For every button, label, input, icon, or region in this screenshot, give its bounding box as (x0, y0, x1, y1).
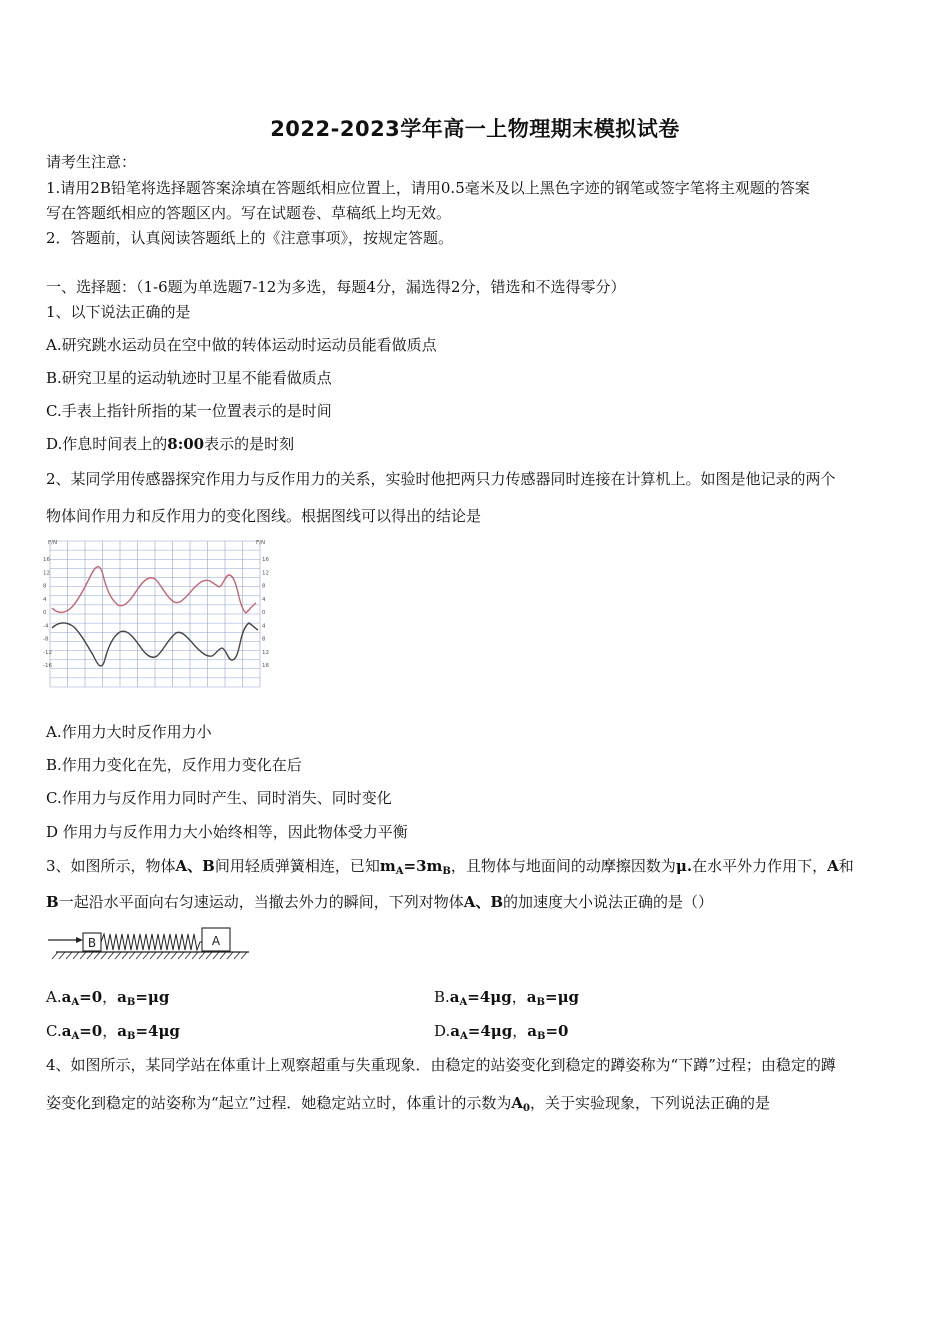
right-tick-label: 16 (262, 557, 269, 563)
ground-hatch (115, 952, 121, 959)
ground-hatch (171, 952, 177, 959)
q1-option-b: B.研究卫星的运动轨迹时卫星不能看做质点 (46, 369, 332, 387)
right-tick-label: 8 (262, 583, 266, 590)
ground-hatch (122, 952, 128, 959)
q2-stem-line2: 物体间作用力和反作用力的变化图线。根据图线可以得出的结论是 (46, 507, 482, 525)
right-tick-label: 8 (262, 636, 266, 643)
left-tick-label: 12 (43, 570, 50, 577)
q3-stem-line2: B一起沿水平面向右匀速运动，当撤去外力的瞬间，下列对物体A、B的加速度大小说法正确的是（） (46, 893, 714, 911)
q1-option-d (46, 434, 294, 454)
q3-option-c: $C.a_A=0$，$a_B=4\mu g$ (46, 1022, 180, 1042)
left-tick-label: 4 (43, 596, 47, 603)
ground-hatch (73, 952, 79, 959)
ground-hatch (52, 952, 58, 959)
q2-option-d: D 作用力与反作用力大小始终相等，因此物体受力平衡 (46, 823, 408, 841)
right-tick-label: 0 (262, 610, 266, 616)
ground-hatch (185, 952, 191, 959)
ground-hatch (101, 952, 107, 959)
q2-option-c: C.作用力与反作用力同时产生、同时消失、同时变化 (46, 789, 392, 807)
left-tick-label: 0 (43, 610, 47, 616)
ground-hatch (227, 952, 233, 959)
ground-hatch (108, 952, 114, 959)
notice-heading: 请考生注意： (46, 153, 137, 171)
q3-option-d: $D.a_A=4\mu g$，$a_B=0$ (434, 1022, 569, 1042)
right-tick-label: 16 (262, 663, 269, 669)
q1-option-a: A.研究跳水运动员在空中做的转体运动时运动员能看做质点 (46, 336, 437, 354)
q3-spring (101, 934, 202, 950)
right-tick-label: 4 (262, 596, 266, 603)
ground-hatch (220, 952, 226, 959)
ground-hatch (143, 952, 149, 959)
q3-spring-diagram (44, 925, 254, 965)
ground-hatch (164, 952, 170, 959)
notice-item-2: 2．答题前，认真阅读答题纸上的《注意事项》，按规定答题。 (46, 229, 454, 247)
ground-hatch (66, 952, 72, 959)
q3-option-b: $B.a_A=4\mu g$，$a_B=\mu g$ (434, 988, 580, 1008)
ground-hatch (206, 952, 212, 959)
q1-option-d-suffix: 表示的是时刻 (204, 435, 295, 453)
q2-option-a: A.作用力大时反作用力小 (46, 723, 212, 741)
ground-hatch (87, 952, 93, 959)
left-tick-label: 16 (43, 557, 50, 563)
ground-hatch (150, 952, 156, 959)
ground-hatch (234, 952, 240, 959)
left-tick-label: 8 (43, 583, 47, 590)
q2-force-graph (42, 535, 277, 695)
q2-stem-line1: 2、某同学用传感器探究作用力与反作用力的关系，实验时他把两只力传感器同时连接在计算机上。如图是他记录的两个 (46, 470, 836, 488)
ground-hatch (136, 952, 142, 959)
section-heading: 一、选择题：（1-6题为单选题7-12为多选，每题4分，漏选得2分，错选和不选得零分） (46, 278, 626, 296)
q2-left-axis-label: F/N (48, 540, 58, 546)
q1-option-d-time: 8:00 (167, 435, 205, 453)
q4-stem-line2: 姿变化到稳定的站姿称为“起立”过程．她稳定站立时，体重计的示数为$A_0$，关于实验现象，下列说法正确的是 (46, 1094, 770, 1114)
q3-option-a: $A.a_A=0$，$a_B=\mu g$ (46, 988, 170, 1008)
ground-hatch (192, 952, 198, 959)
ground-hatch (199, 952, 205, 959)
ground-hatch (94, 952, 100, 959)
left-tick-label: -8 (43, 636, 49, 643)
ground-hatch (59, 952, 65, 959)
q1-option-d-prefix: D.作息时间表上的 (46, 435, 168, 453)
notice-item-1-cont: 写在答题纸相应的答题区内。写在试题卷、草稿纸上均无效。 (46, 204, 452, 222)
right-tick-label: 12 (262, 570, 269, 577)
arrow-head-icon (76, 937, 83, 943)
q3-block-b-label: B (87, 936, 97, 950)
right-tick-label: 12 (262, 649, 269, 656)
ground-hatch (157, 952, 163, 959)
ground-hatch (241, 952, 247, 959)
left-tick-label: -12 (43, 649, 52, 656)
page-title: 2022-2023学年高一上物理期末模拟试卷 (270, 117, 680, 141)
notice-item-1: 1.请用2B铅笔将选择题答案涂填在答题纸相应位置上，请用0.5毫米及以上黑色字迹的钢笔或签字笔将主观题的答案 (46, 179, 810, 197)
q2-option-b: B.作用力变化在先，反作用力变化在后 (46, 756, 302, 774)
left-tick-label: -16 (43, 663, 52, 669)
q1-stem: 1、以下说法正确的是 (46, 303, 191, 321)
q3-stem-line1: 3、如图所示，物体A、B间用轻质弹簧相连，已知$m_A=3m_B$，且物体与地面间的动摩擦因数为μ.在水平外力作用下，A和 (46, 857, 854, 877)
q4-stem-line1: 4、如图所示，某同学站在体重计上观察超重与失重现象．由稳定的站姿变化到稳定的蹲姿称为“下蹲”过程；由稳定的蹲 (46, 1056, 836, 1074)
left-tick-label: -4 (43, 623, 49, 630)
ground-hatch (80, 952, 86, 959)
right-tick-label: 4 (262, 623, 266, 630)
q3-block-a-label: A (211, 934, 221, 948)
q2-right-axis-label: F/N (256, 540, 266, 546)
ground-hatch (178, 952, 184, 959)
ground-hatch (129, 952, 135, 959)
q1-option-c: C.手表上指针所指的某一位置表示的是时间 (46, 402, 332, 420)
ground-hatch (213, 952, 219, 959)
